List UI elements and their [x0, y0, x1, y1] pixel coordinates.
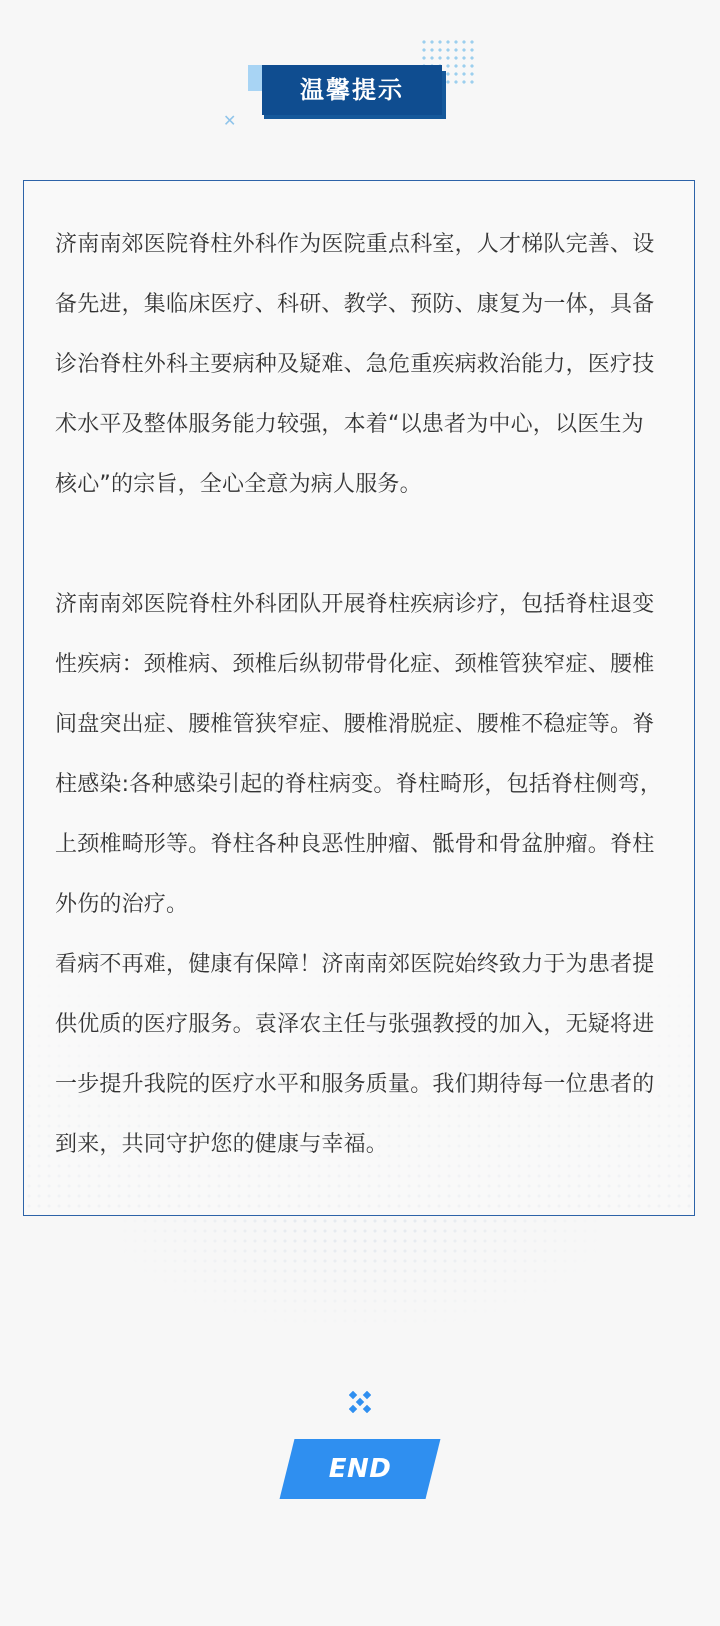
paragraph-services: 济南南郊医院脊柱外科团队开展脊柱疾病诊疗，包括脊柱退变性疾病：颈椎病、颈椎后纵韧带骨化症、颈椎管狭窄症、腰椎间盘突出症、腰椎管狭窄症、腰椎滑脱症、腰椎不稳症等。脊柱感染:各种感染引起的脊柱病变。脊柱畸形，包括脊柱侧弯，上颈椎畸形等。脊柱各种良恶性肿瘤、骶骨和骨盆肿瘤。脊柱外伤的治疗。: [55, 592, 663, 917]
cross-icon: ✕: [223, 111, 237, 130]
decorative-dot-pattern: [120, 1216, 600, 1326]
end-label: END: [328, 1454, 392, 1484]
paragraph-intro: 济南南郊医院脊柱外科作为医院重点科室，人才梯队完善、设备先进，集临床医疗、科研、教学、预防、康复为一体，具备诊治脊柱外科主要病种及疑难、急危重疾病救治能力，医疗技术水平及整体服务能力较强，本着“以患者为中心，以医生为核心”的宗旨，全心全意为病人服务。: [55, 232, 655, 497]
page-title: 温馨提示: [262, 65, 442, 115]
title-banner: [223, 38, 478, 130]
notice-content-box: [23, 180, 695, 1216]
paragraph-closing: 看病不再难，健康有保障！济南南郊医院始终致力于为患者提供优质的医疗服务。袁泽农主任与张强教授的加入，无疑将进一步提升我院的医疗水平和服务质量。我们期待每一位患者的到来，共同守护您的健康与幸福。: [55, 952, 655, 1157]
cross-icon: [349, 1391, 371, 1413]
